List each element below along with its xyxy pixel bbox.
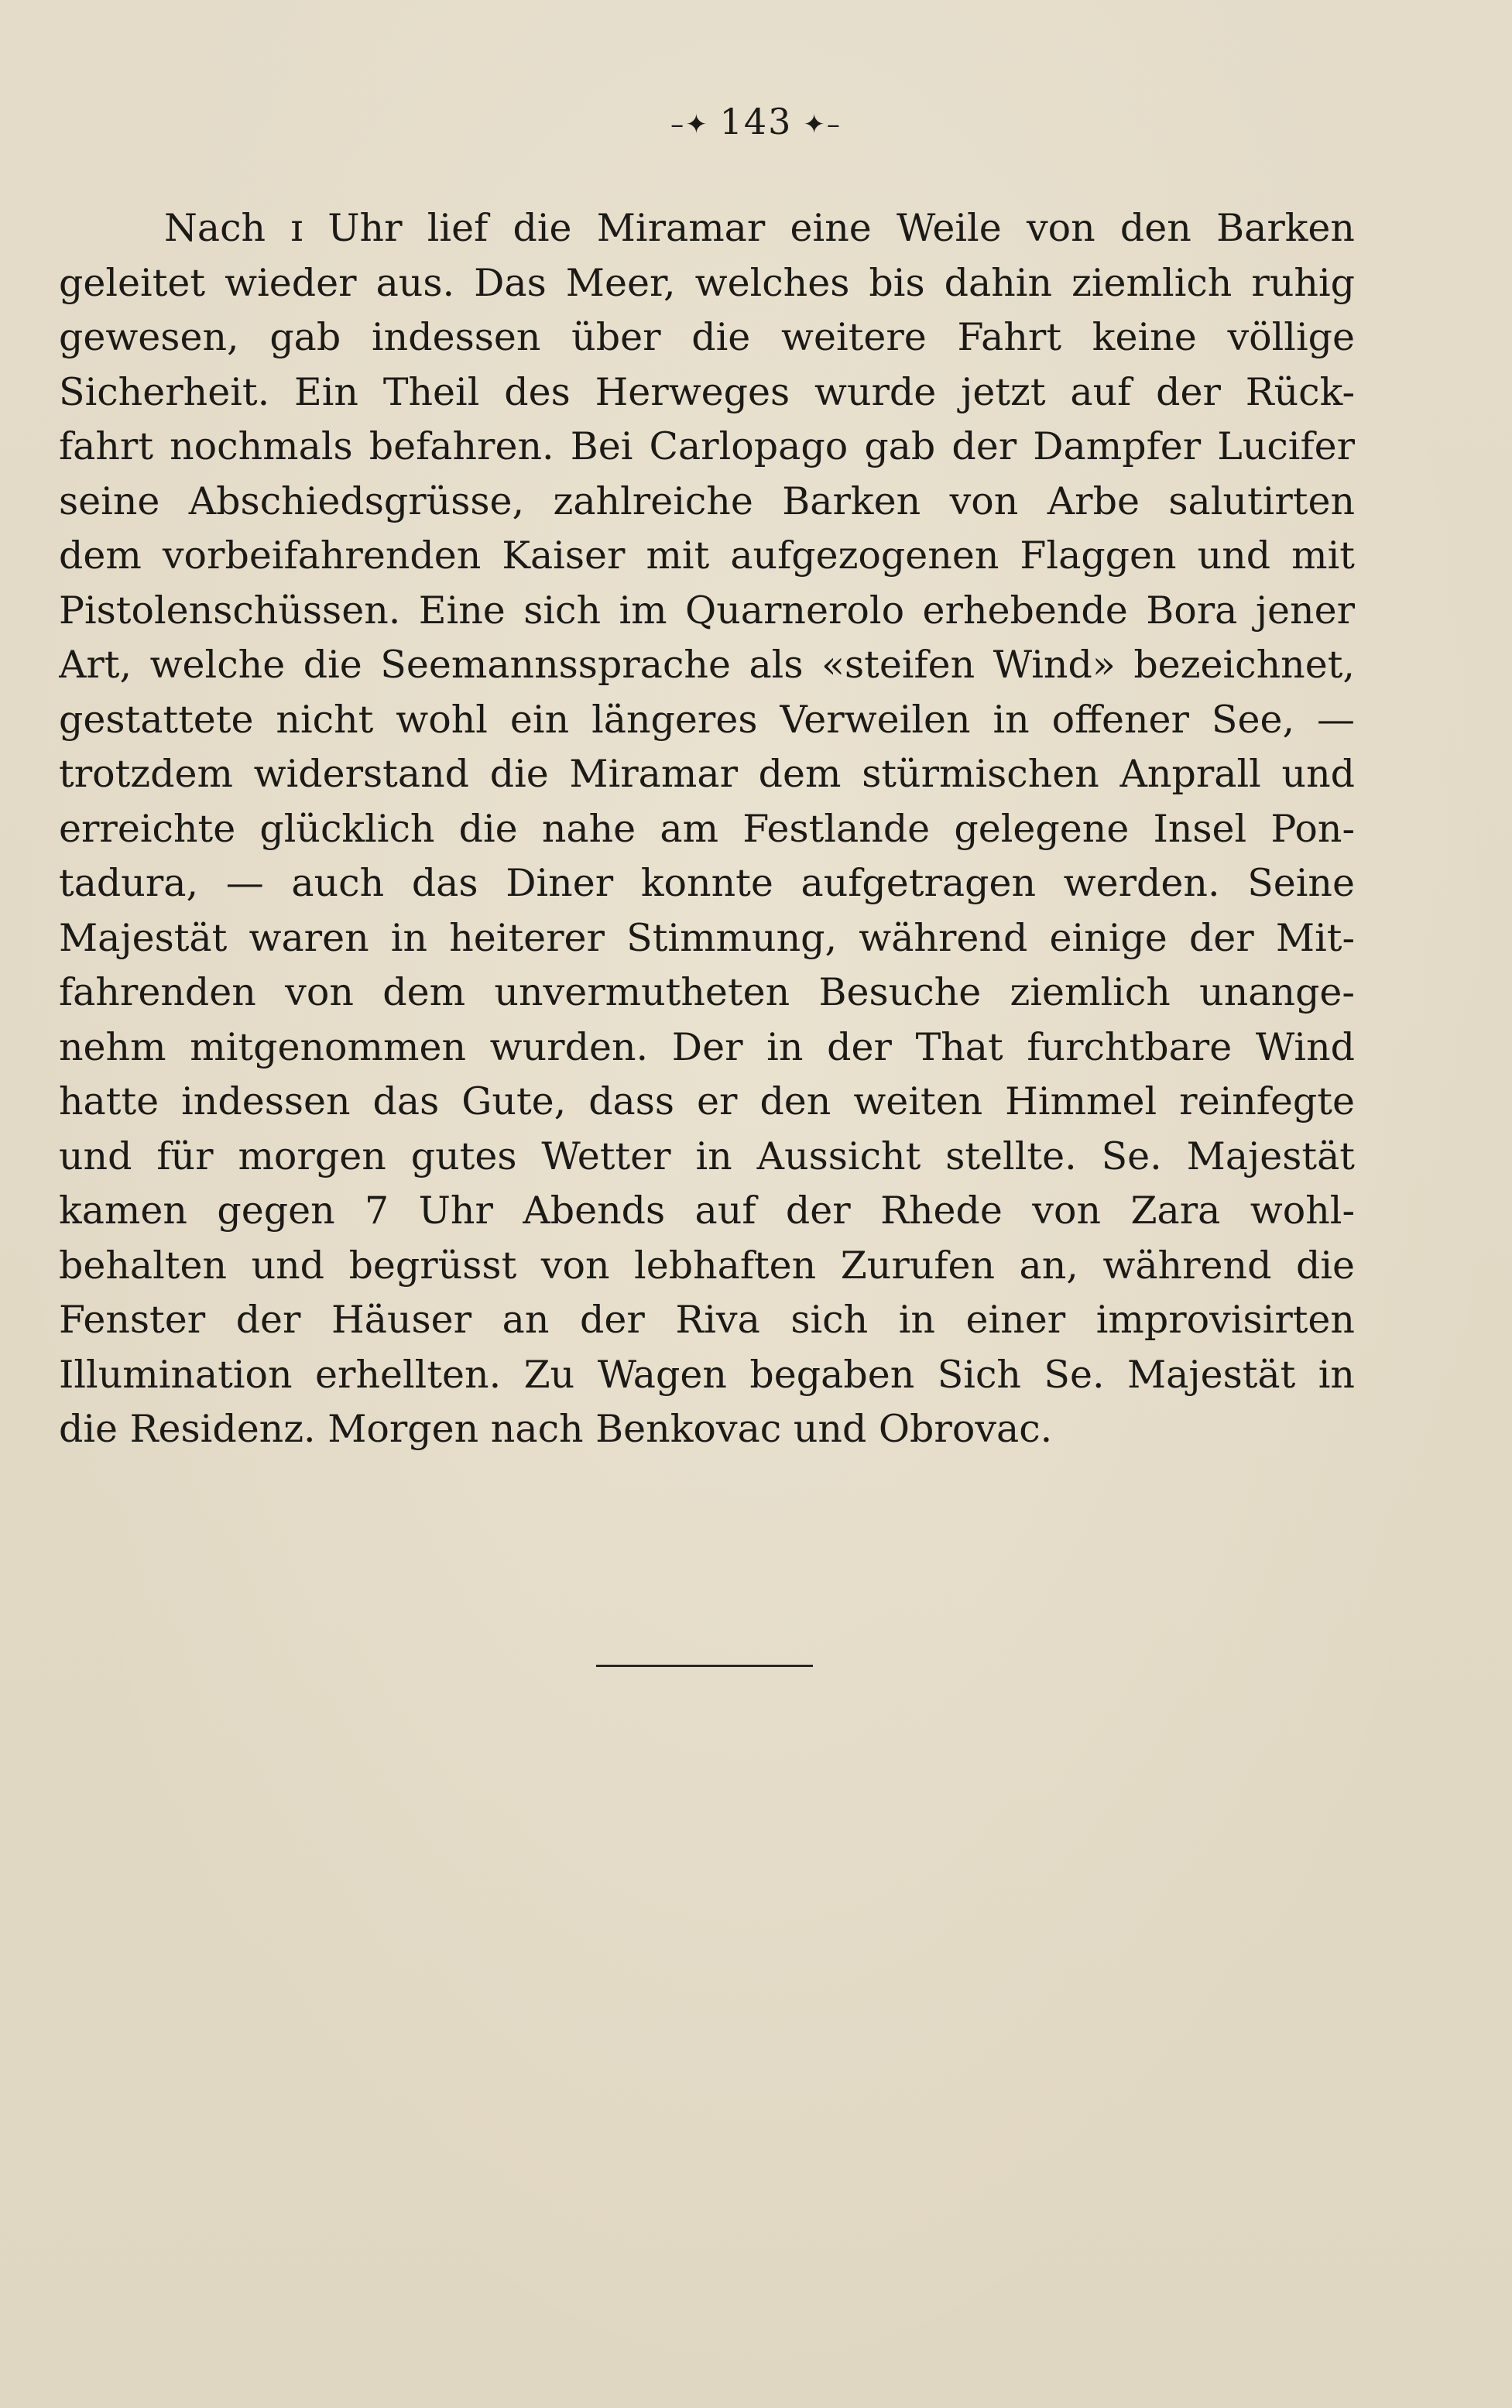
section-divider-rule	[596, 1665, 813, 1667]
ornament-right: ✦–	[803, 109, 842, 140]
text-line: gewesen, gab indessen über die weitere Fahrt keine völlige	[59, 315, 1355, 359]
text-line: Illumination erhellten. Zu Wagen begaben Sich Se. Majestät in	[59, 1352, 1355, 1397]
text-line: kamen gegen 7 Uhr Abends auf der Rhede von Zara wohl-	[59, 1189, 1355, 1233]
text-line: und für morgen gutes Wetter in Aussicht stellte. Se. Majestät	[59, 1134, 1355, 1178]
text-line: geleitet wieder aus. Das Meer, welches bis dahin ziemlich ruhig	[59, 260, 1355, 305]
text-line: nehm mitgenommen wurden. Der in der That furchtbare Wind	[59, 1024, 1355, 1069]
ornament-left: –✦	[670, 109, 709, 140]
body-paragraph	[59, 201, 1355, 1457]
text-line: fahrt nochmals befahren. Bei Carlopago gab der Dampfer Lucifer	[59, 424, 1355, 468]
text-line: gestattete nicht wohl ein längeres Verweilen in offener See, —	[59, 697, 1355, 742]
text-line: Majestät waren in heiterer Stimmung, während einige der Mit-	[59, 915, 1355, 960]
text-line: behalten und begrüsst von lebhaften Zurufen an, während die	[59, 1243, 1355, 1288]
text-line: Sicherheit. Ein Theil des Herweges wurde jetzt auf der Rück-	[59, 369, 1355, 414]
page-number: 143	[719, 101, 793, 142]
page-number-header	[0, 101, 1512, 142]
text-line: die Residenz. Morgen nach Benkovac und Obrovac.	[59, 1407, 1053, 1451]
text-line: fahrenden von dem unvermutheten Besuche ziemlich unange-	[59, 970, 1355, 1014]
text-line: seine Abschiedsgrüsse, zahlreiche Barken von Arbe salutirten	[59, 479, 1355, 523]
text-line: trotzdem widerstand die Miramar dem stürmischen Anprall und	[59, 752, 1355, 796]
text-line: dem vorbeifahrenden Kaiser mit aufgezogenen Flaggen und mit	[59, 533, 1355, 578]
text-line: Pistolenschüssen. Eine sich im Quarnerolo erhebende Bora jener	[59, 588, 1355, 633]
text-line: hatte indessen das Gute, dass er den weiten Himmel reinfegte	[59, 1079, 1355, 1123]
text-line: erreichte glücklich die nahe am Festlande gelegene Insel Pon-	[59, 806, 1355, 851]
text-line: Art, welche die Seemannssprache als «steifen Wind» bezeichnet,	[59, 643, 1355, 687]
text-line: tadura, — auch das Diner konnte aufgetragen werden. Seine	[59, 861, 1355, 905]
text-line: Nach ɪ Uhr lief die Miramar eine Weile von den Barken	[164, 206, 1355, 250]
text-line: Fenster der Häuser an der Riva sich in einer improvisirten	[59, 1298, 1355, 1342]
